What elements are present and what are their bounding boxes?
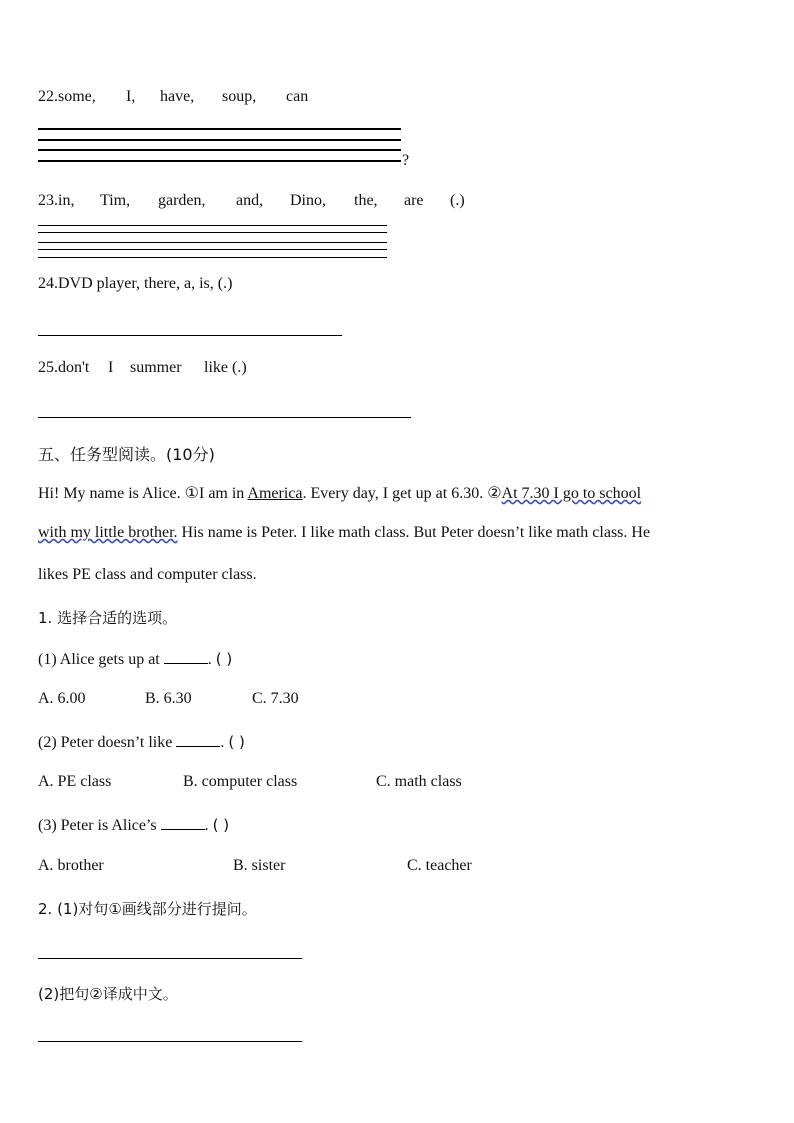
word: and, — [236, 192, 264, 209]
answer-paren[interactable]: ( ) — [228, 733, 245, 751]
wavy-underlined-text: with my little brother. — [38, 524, 178, 541]
task-2-question-2: (2)把句②译成中文。 — [38, 985, 178, 1003]
task-1-question-3 — [38, 815, 229, 835]
passage-text: His name is Peter. I like math class. But Peter doesn’t like math class. He — [177, 524, 651, 541]
underlined-word: America — [247, 485, 303, 502]
task-1-title: 1. 选择合适的选项。 — [38, 609, 178, 627]
question-text: . — [207, 651, 212, 668]
answer-line[interactable] — [38, 1041, 302, 1042]
question-24: 24.DVD player, there, a, is, (.) — [38, 275, 233, 292]
circled-mark-1: ① — [184, 485, 199, 502]
answer-blank[interactable] — [161, 815, 205, 830]
task-1-question-1 — [38, 649, 232, 669]
word: like (.) — [204, 359, 247, 376]
option[interactable]: B. sister — [233, 857, 286, 874]
word: have, — [160, 88, 195, 105]
answer-paren[interactable]: ( ) — [215, 650, 233, 668]
passage-line-3: likes PE class and computer class. — [38, 566, 257, 583]
circled-mark-2: ② — [487, 485, 502, 502]
word: I, — [126, 88, 136, 105]
word: the, — [354, 192, 378, 209]
option[interactable]: C. teacher — [407, 857, 472, 874]
answer-line[interactable] — [38, 335, 342, 336]
question-text: (1) Alice gets up at — [38, 651, 160, 668]
question-number: 22. — [38, 88, 58, 105]
word: can — [286, 88, 309, 105]
task-1-options-2 — [38, 773, 462, 791]
word: some, — [58, 88, 96, 105]
word: summer — [130, 359, 182, 376]
writing-line[interactable] — [38, 225, 387, 226]
answer-paren[interactable]: ( ) — [212, 816, 230, 834]
word: Dino, — [290, 192, 326, 209]
passage-text: Hi! My name is Alice. — [38, 485, 185, 502]
answer-line[interactable] — [38, 958, 302, 959]
question-text: . — [220, 734, 225, 751]
writing-line[interactable] — [38, 128, 401, 130]
question-text: (2) Peter doesn’t like — [38, 734, 173, 751]
word: (.) — [450, 192, 465, 209]
task-2-question-1: 2. (1)对句①画线部分进行提问。 — [38, 900, 257, 918]
writing-line[interactable] — [38, 149, 401, 151]
passage-line-2 — [38, 524, 650, 542]
option[interactable]: B. computer class — [183, 773, 298, 790]
passage-text: . Every day, I get up at 6.30. — [302, 485, 488, 502]
writing-line[interactable] — [38, 232, 387, 233]
question-23 — [38, 192, 465, 210]
word: in, — [58, 192, 75, 209]
writing-line[interactable] — [38, 160, 401, 162]
word: I — [108, 359, 114, 376]
option[interactable]: C. math class — [376, 773, 462, 790]
passage-line-1 — [38, 483, 641, 503]
word: are — [404, 192, 424, 209]
option[interactable]: C. 7.30 — [252, 690, 299, 707]
word: don't — [58, 359, 90, 376]
task-1-options-1 — [38, 690, 299, 708]
question-text: . — [204, 817, 209, 834]
writing-line[interactable] — [38, 242, 387, 243]
section-title: 五、任务型阅读。(10分) — [38, 445, 215, 464]
question-22 — [38, 88, 308, 106]
writing-line[interactable] — [38, 139, 401, 141]
answer-line[interactable] — [38, 417, 411, 418]
word: garden, — [158, 192, 206, 209]
writing-line[interactable] — [38, 249, 387, 250]
option[interactable]: A. brother — [38, 857, 104, 874]
question-text: (3) Peter is Alice’s — [38, 817, 157, 834]
answer-blank[interactable] — [176, 732, 220, 747]
task-1-question-2 — [38, 732, 245, 752]
option[interactable]: A. PE class — [38, 773, 112, 790]
word: Tim, — [100, 192, 131, 209]
word: soup, — [222, 88, 257, 105]
question-25 — [38, 359, 247, 377]
question-number: 25. — [38, 359, 58, 376]
passage-text: I am in — [198, 485, 248, 502]
wavy-underlined-text: At 7.30 I go to school — [501, 485, 642, 502]
option[interactable]: B. 6.30 — [145, 690, 192, 707]
question-number: 23. — [38, 192, 58, 209]
answer-blank[interactable] — [164, 649, 208, 664]
writing-line[interactable] — [38, 257, 387, 258]
task-1-options-3 — [38, 857, 472, 875]
option[interactable]: A. 6.00 — [38, 690, 86, 707]
question-mark: ? — [402, 152, 410, 169]
